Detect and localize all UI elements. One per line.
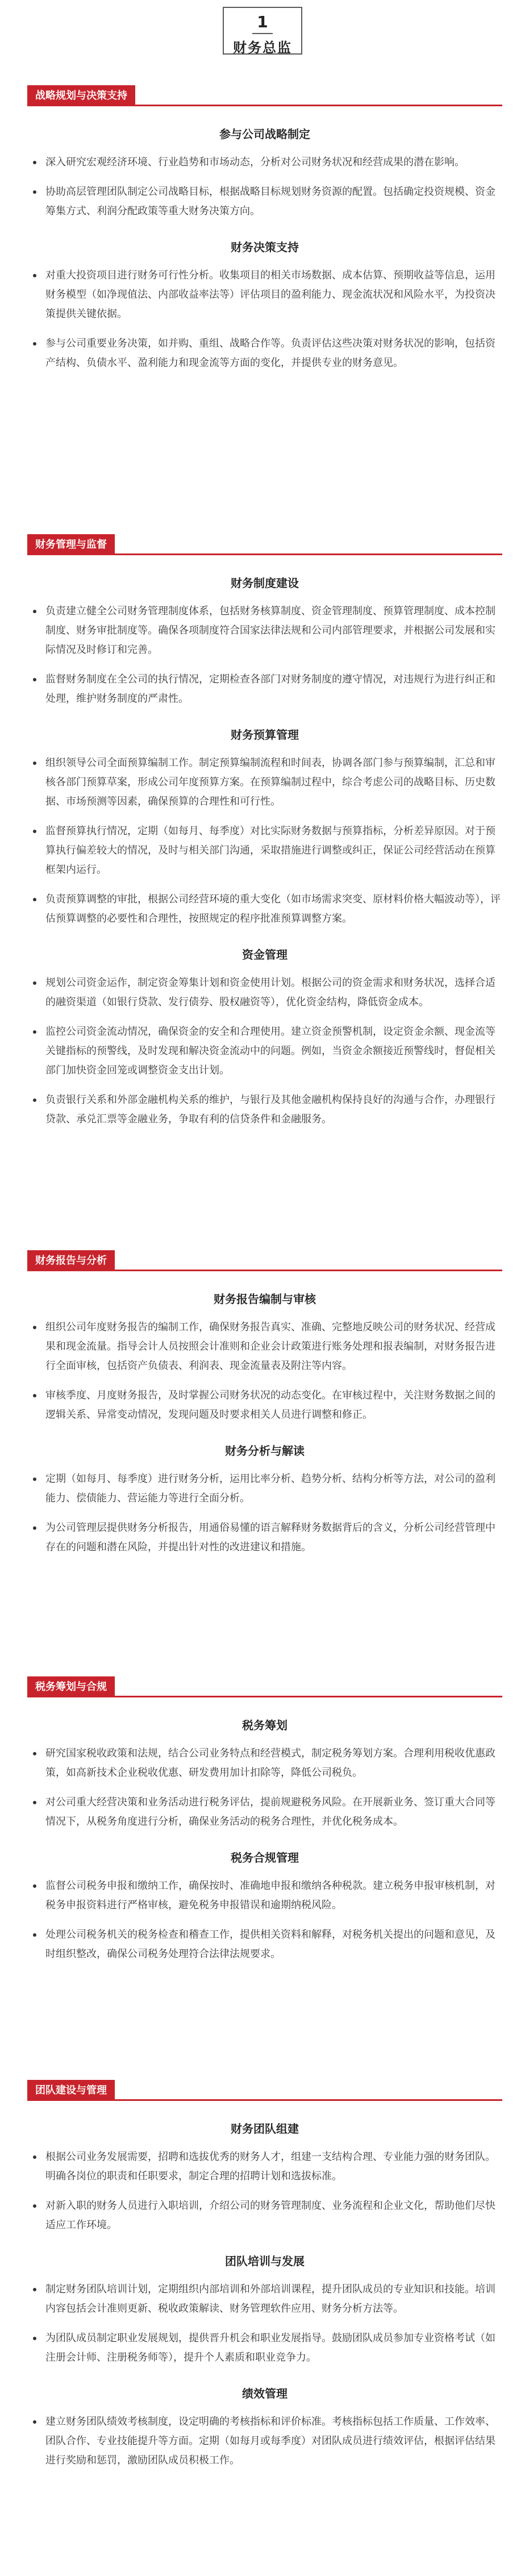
paragraph: 为团队成员制定职业发展规划，提供晋升机会和职业发展指导。鼓励团队成员参加专业资格考试（如注册会计师、注册税务师等），提升个人素质和职业竞争力。 [27, 2329, 502, 2367]
paragraph: 规划公司资金运作，制定资金筹集计划和资金使用计划。根据公司的资金需求和财务状况，选择合适的融资渠道（如银行贷款、发行债券、股权融资等），优化资金结构，降低资金成本。 [27, 973, 502, 1012]
section-label: 财务报告与分析 [27, 1250, 115, 1271]
paragraph: 审核季度、月度财务报告，及时掌握公司财务状况的动态变化。在审核过程中，关注财务数据之间的逻辑关系、异常变动情况，发现问题及时要求相关人员进行调整和修正。 [27, 1386, 502, 1425]
paragraph: 协助高层管理团队制定公司战略目标，根据战略目标规划财务资源的配置。包括确定投资规模、资金筹集方式、利润分配政策等重大财务决策方向。 [27, 182, 502, 221]
subsection-title: 财务报告编制与审核 [214, 1292, 316, 1306]
paragraph: 监控公司资金流动情况，确保资金的安全和合理使用。建立资金预警机制，设定资金余额、现金流等关键指标的预警线，及时发现和解决资金流动中的问题。例如，当资金余额接近预警线时，督促相关部门加快资金回笼或调整资金支出计划。 [27, 1022, 502, 1080]
paragraph: 制定财务团队培训计划，定期组织内部培训和外部培训课程，提升团队成员的专业知识和技能。培训内容包括会计准则更新、税收政策解读、财务管理软件应用、财务分析方法等。 [27, 2280, 502, 2319]
subsection-title: 绩效管理 [242, 2387, 288, 2400]
subsection-title: 资金管理 [242, 948, 288, 962]
section-financial-reporting [27, 1250, 502, 1567]
page-title: 财务总监 [233, 40, 292, 56]
subsection-title: 税务筹划 [242, 1718, 288, 1732]
paragraph: 负责银行关系和外部金融机构关系的维护，与银行及其他金融机构保持良好的沟通与合作，办理银行贷款、承兑汇票等金融业务，争取有利的信贷条件和金融服务。 [27, 1091, 502, 1129]
paragraph: 负责预算调整的审批，根据公司经营环境的重大变化（如市场需求突变、原材料价格大幅波动等），评估预算调整的必要性和合理性，按照规定的程序批准预算调整方案。 [27, 890, 502, 929]
subsection-title: 参与公司战略制定 [219, 127, 310, 141]
paragraph: 监督财务制度在全公司的执行情况，定期检查各部门对财务制度的遵守情况，对违规行为进行纠正和处理，维护财务制度的严肃性。 [27, 670, 502, 709]
paragraph: 为公司管理层提供财务分析报告，用通俗易懂的语言解释财务数据背后的含义，分析公司经营管理中存在的问题和潜在风险，并提出针对性的改进建议和措施。 [27, 1518, 502, 1557]
section-header [27, 2080, 502, 2103]
title-box [223, 7, 302, 55]
section-strategy [27, 85, 502, 383]
subsection-title: 财务预算管理 [231, 728, 299, 742]
title-divider [252, 33, 273, 34]
paragraph: 对重大投资项目进行财务可行性分析。收集项目的相关市场数据、成本估算、预期收益等信息，运用财务模型（如净现值法、内部收益率法等）评估项目的盈利能力、现金流状况和风险水平，为投资决策提供关键依据。 [27, 266, 502, 324]
subsection-title: 财务制度建设 [231, 576, 299, 590]
paragraph: 深入研究宏观经济环境、行业趋势和市场动态，分析对公司财务状况和经营成果的潜在影响。 [27, 153, 502, 172]
paragraph: 组织公司年度财务报告的编制工作，确保财务报告真实、准确、完整地反映公司的财务状况、经营成果和现金流量。指导会计人员按照会计准则和企业会计政策进行账务处理和报表编制，对财务报告进行全面审核，包括资产负债表、利润表、现金流量表及附注等内容。 [27, 1318, 502, 1376]
paragraph: 对新入职的财务人员进行入职培训，介绍公司的财务管理制度、业务流程和企业文化，帮助他们尽快适应工作环境。 [27, 2196, 502, 2235]
subsection-title: 税务合规管理 [231, 1851, 299, 1865]
subsection-title: 团队培训与发展 [225, 2254, 305, 2268]
section-header [27, 1250, 502, 1273]
subsection-title: 财务决策支持 [231, 240, 299, 254]
section-header [27, 1676, 502, 1699]
paragraph: 定期（如每月、每季度）进行财务分析，运用比率分析、趋势分析、结构分析等方法，对公司的盈利能力、偿债能力、营运能力等进行全面分析。 [27, 1470, 502, 1508]
section-tax [27, 1676, 502, 1974]
paragraph: 组织领导公司全面预算编制工作。制定预算编制流程和时间表，协调各部门参与预算编制，汇总和审核各部门预算草案，形成公司年度预算方案。在预算编制过程中，综合考虑公司的战略目标、历史数据、市场预测等因素，确保预算的合理性和可行性。 [27, 754, 502, 811]
paragraph: 研究国家税收政策和法规，结合公司业务特点和经营模式，制定税务筹划方案。合理利用税收优惠政策，如高新技术企业税收优惠、研发费用加计扣除等，降低公司税负。 [27, 1744, 502, 1783]
section-header [27, 534, 502, 557]
section-label: 团队建设与管理 [27, 2080, 115, 2101]
paragraph: 监督公司税务申报和缴纳工作，确保按时、准确地申报和缴纳各种税款。建立税务申报审核机制，对税务申报资料进行严格审核，避免税务申报错误和逾期纳税风险。 [27, 1876, 502, 1915]
subsection-title: 财务分析与解读 [225, 1444, 305, 1458]
section-header [27, 85, 502, 108]
paragraph: 参与公司重要业务决策，如并购、重组、战略合作等。负责评估这些决策对财务状况的影响，包括资产结构、负债水平、盈利能力和现金流等方面的变化，并提供专业的财务意见。 [27, 334, 502, 373]
paragraph: 根据公司业务发展需要，招聘和选拔优秀的财务人才，组建一支结构合理、专业能力强的财务团队。明确各岗位的职责和任职要求，制定合理的招聘计划和选拔标准。 [27, 2148, 502, 2186]
paragraph: 监督预算执行情况，定期（如每月、每季度）对比实际财务数据与预算指标，分析差异原因。对于预算执行偏差较大的情况，及时与相关部门沟通，采取措施进行调整或纠正，保证公司经营活动在预算框架内运行。 [27, 822, 502, 880]
paragraph: 处理公司税务机关的税务检查和稽查工作，提供相关资料和解释，对税务机关提出的问题和意见，及时组织整改，确保公司税务处理符合法律法规要求。 [27, 1925, 502, 1964]
paragraph: 对公司重大经营决策和业务活动进行税务评估，提前规避税务风险。在开展新业务、签订重大合同等情况下，从税务角度进行分析，确保业务活动的税务合理性，并优化税务成本。 [27, 1793, 502, 1832]
paragraph: 负责建立健全公司财务管理制度体系，包括财务核算制度、资金管理制度、预算管理制度、成本控制制度、财务审批制度等。确保各项制度符合国家法律法规和公司内部管理要求，并根据公司发展和实际情况及时修订和完善。 [27, 602, 502, 660]
document-header [0, 0, 525, 63]
section-label: 战略规划与决策支持 [27, 85, 135, 106]
paragraph: 建立财务团队绩效考核制度，设定明确的考核指标和评价标准。考核指标包括工作质量、工作效率、团队合作、专业技能提升等方面。定期（如每月或每季度）对团队成员进行绩效评估，根据评估结果进行奖励和惩罚，激励团队成员积极工作。 [27, 2412, 502, 2470]
section-finance-management [27, 534, 502, 1139]
section-number: 1 [257, 13, 268, 31]
section-team [27, 2080, 502, 2481]
subsection-title: 财务团队组建 [231, 2122, 299, 2136]
section-label: 税务筹划与合规 [27, 1676, 115, 1697]
section-label: 财务管理与监督 [27, 534, 115, 555]
